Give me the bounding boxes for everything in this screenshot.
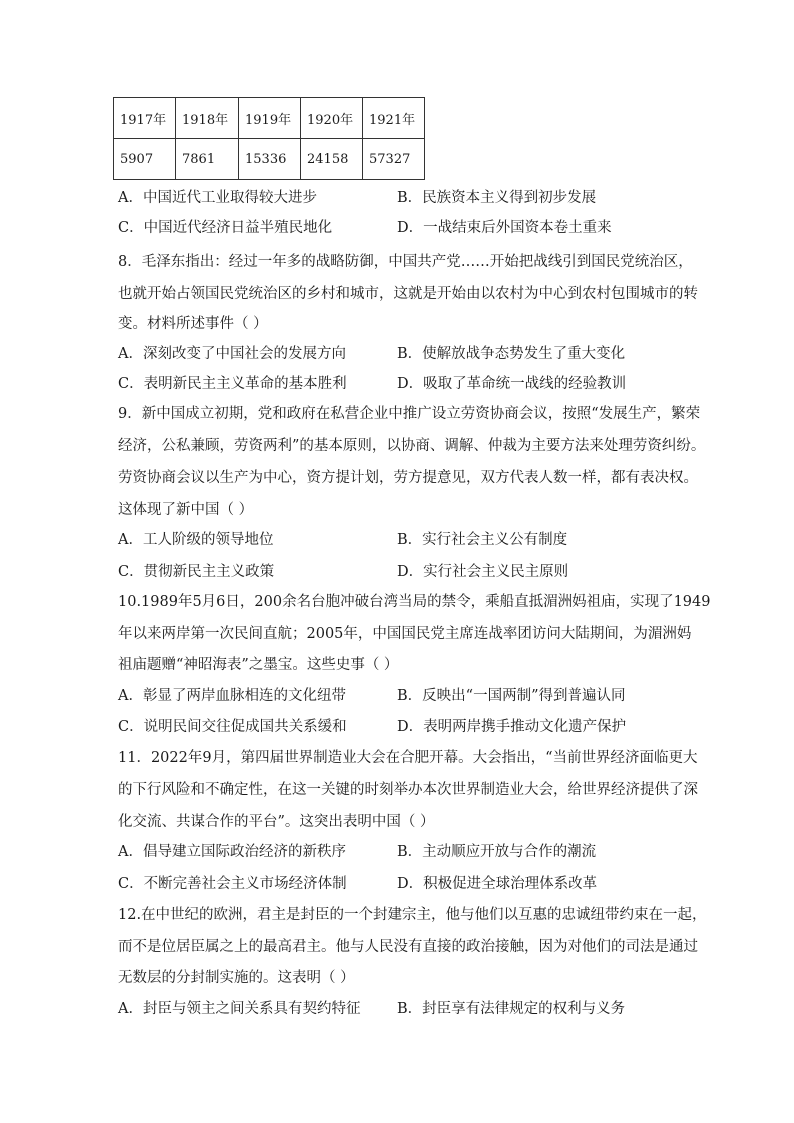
q12-stem-line: 无数层的分封制实施的。这表明（ ） xyxy=(118,970,355,986)
q9-option-d: D．实行社会主义民主原则 xyxy=(397,564,569,580)
table-cell: 1917年 xyxy=(114,98,176,139)
q9-stem-line: 这体现了新中国（ ） xyxy=(118,502,254,518)
table-cell: 7861 xyxy=(176,139,239,180)
q12-option-a: A．封臣与领主之间关系具有契约特征 xyxy=(118,1001,361,1017)
q12-stem-line: 而不是位居臣属之上的最高君主。他与人民没有直接的政治接触，因为对他们的司法是通过 xyxy=(118,939,698,955)
q10-option-b: B．反映出“一国两制”得到普遍认同 xyxy=(397,688,626,704)
table-cell: 1919年 xyxy=(239,98,301,139)
q10-stem-line: 祖庙题赠“神昭海表”之墨宝。这些史事（ ） xyxy=(118,657,399,673)
q7-option-d: D．一战结束后外国资本卷土重来 xyxy=(397,220,612,236)
q7-option-b: B．民族资本主义得到初步发展 xyxy=(397,190,597,206)
table-cell: 5907 xyxy=(114,139,176,180)
q9-option-b: B．实行社会主义公有制度 xyxy=(397,532,568,548)
table-cell: 24158 xyxy=(301,139,363,180)
table-cell: 1918年 xyxy=(176,98,239,139)
q7-option-a: A．中国近代工业取得较大进步 xyxy=(118,190,317,206)
q11-option-a: A．倡导建立国际政治经济的新秩序 xyxy=(118,844,346,860)
q10-option-c: C．说明民间交往促成国共关系缓和 xyxy=(118,719,347,735)
q11-option-b: B．主动顺应开放与合作的潮流 xyxy=(397,844,597,860)
q11-stem-line: 11．2022年9月，第四届世界制造业大会在合肥开幕。大会指出，“当前世界经济面临更大 xyxy=(118,750,698,766)
q8-stem-line: 变。材料所述事件（ ） xyxy=(118,316,268,332)
q8-option-b: B．使解放战争态势发生了重大变化 xyxy=(397,346,626,362)
table-cell: 15336 xyxy=(239,139,301,180)
q9-option-a: A．工人阶级的领导地位 xyxy=(118,532,274,548)
q9-stem-line: 劳资协商会议以生产为中心，资方提计划，劳方提意见，双方代表人数一样，都有表决权。 xyxy=(118,470,698,486)
q9-option-c: C．贯彻新民主主义政策 xyxy=(118,564,275,580)
q8-option-a: A．深刻改变了中国社会的发展方向 xyxy=(118,346,346,362)
table-cell: 57327 xyxy=(363,139,425,180)
q10-option-a: A．彰显了两岸血脉相连的文化纽带 xyxy=(118,688,346,704)
table-cell: 1920年 xyxy=(301,98,363,139)
q7-option-c: C．中国近代经济日益半殖民地化 xyxy=(118,220,333,236)
q10-stem-line: 年以来两岸第一次民间直航；2005年，中国国民党主席连战率团访问大陆期间，为湄洲妈 xyxy=(118,626,692,642)
data-table xyxy=(113,97,425,180)
q11-stem-line: 的下行风险和不确定性，在这一关键的时刻举办本次世界制造业大会，给世界经济提供了深 xyxy=(118,782,698,798)
q10-option-d: D．表明两岸携手推动文化遗产保护 xyxy=(397,719,627,735)
table-row xyxy=(114,139,425,180)
q8-stem-line: 也就开始占领国民党统治区的乡村和城市，这就是开始由以农村为中心到农村包围城市的转 xyxy=(118,286,698,302)
q8-stem-line: 8．毛泽东指出：经过一年多的战略防御，中国共产党……开始把战线引到国民党统治区， xyxy=(118,254,693,270)
q12-option-b: B．封臣享有法律规定的权利与义务 xyxy=(397,1001,626,1017)
q11-option-c: C．不断完善社会主义市场经济体制 xyxy=(118,876,347,892)
q9-stem-line: 经济，公私兼顾，劳资两利”的基本原则，以协商、调解、仲裁为主要方法来处理劳资纠纷。 xyxy=(118,438,706,454)
q8-option-d: D．吸取了革命统一战线的经验教训 xyxy=(397,376,627,392)
q10-stem-line: 10.1989年5月6日，200余名台胞冲破台湾当局的禁令，乘船直抵湄洲妈祖庙，实现了1949 xyxy=(118,594,711,610)
q9-stem-line: 9．新中国成立初期，党和政府在私营企业中推广设立劳资协商会议，按照“发展生产，繁荣 xyxy=(118,406,701,422)
q8-option-c: C．表明新民主主义革命的基本胜利 xyxy=(118,376,347,392)
table-row xyxy=(114,98,425,139)
q11-stem-line: 化交流、共谋合作的平台”。这突出表明中国（ ） xyxy=(118,814,435,830)
q11-option-d: D．积极促进全球治理体系改革 xyxy=(397,876,598,892)
table-cell: 1921年 xyxy=(363,98,425,139)
q12-stem-line: 12.在中世纪的欧洲，君主是封臣的一个封建宗主，他与他们以互惠的忠诚纽带约束在一起， xyxy=(118,907,707,923)
